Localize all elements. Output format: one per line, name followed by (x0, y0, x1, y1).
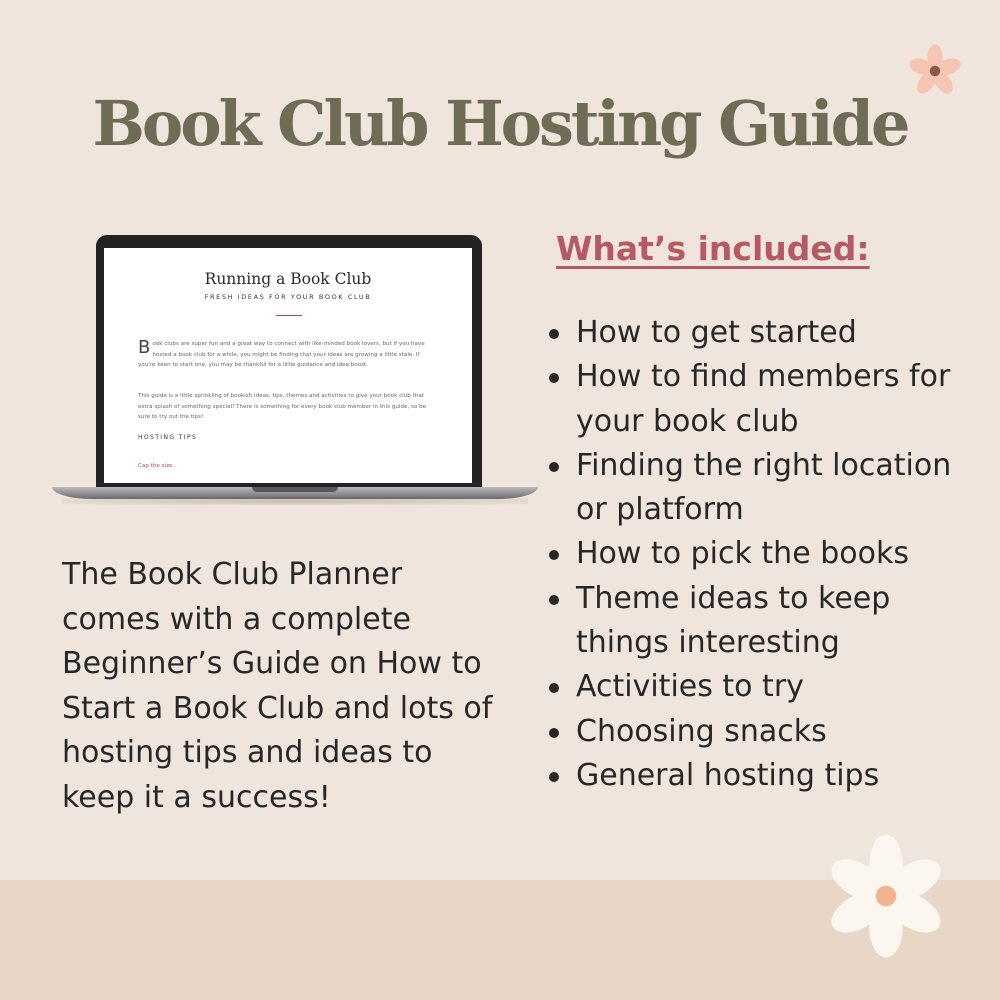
laptop-shadow (62, 497, 528, 505)
screen-divider (276, 315, 302, 316)
list-item: How to get started (576, 311, 956, 355)
page-title: Book Club Hosting Guide (92, 87, 908, 160)
list-item: Theme ideas to keep things interesting (576, 577, 956, 666)
list-item: Choosing snacks (576, 710, 956, 754)
laptop-lid (96, 235, 482, 487)
list-item: How to pick the books (576, 532, 956, 576)
list-item: Finding the right location or platform (576, 444, 956, 533)
screen-paragraph: This guide is a little sprinkling of bookish ideas, tips, themes and activities to give your book club that extra splash of something special! There is something for every book club member in this guide, so be sure to try out the tips! (138, 393, 427, 421)
included-heading: What’s included: (556, 229, 870, 268)
screen-link: Cap the size (138, 463, 173, 469)
list-item: General hosting tips (576, 754, 956, 798)
included-list (576, 311, 956, 798)
screen-document-subtitle: FRESH IDEAS FOR YOUR BOOK CLUB (204, 293, 372, 301)
list-item: How to find members for your book club (576, 355, 956, 444)
daisy-flower-large-icon (822, 832, 950, 960)
laptop-notch (252, 487, 338, 492)
laptop-mockup (52, 235, 538, 505)
intro-description: The Book Club Planner comes with a complete Beginner’s Guide on How to Start a Book Club and lots of hosting tips and ideas to keep it a success! (62, 557, 493, 815)
screen-paragraph: Book clubs are super fun and a great way to connect with like-minded book lovers, but if you have hosted a book club for a while, you might be finding that your ideas are growing a little stale. If you're keen to start one, you may be thankful for a little guidance and idea boost. (138, 337, 425, 369)
laptop-screen (104, 248, 472, 483)
list-item: Activities to try (576, 665, 956, 709)
screen-document-title: Running a Book Club (204, 270, 372, 288)
screen-section-heading: HOSTING TIPS (138, 434, 198, 441)
